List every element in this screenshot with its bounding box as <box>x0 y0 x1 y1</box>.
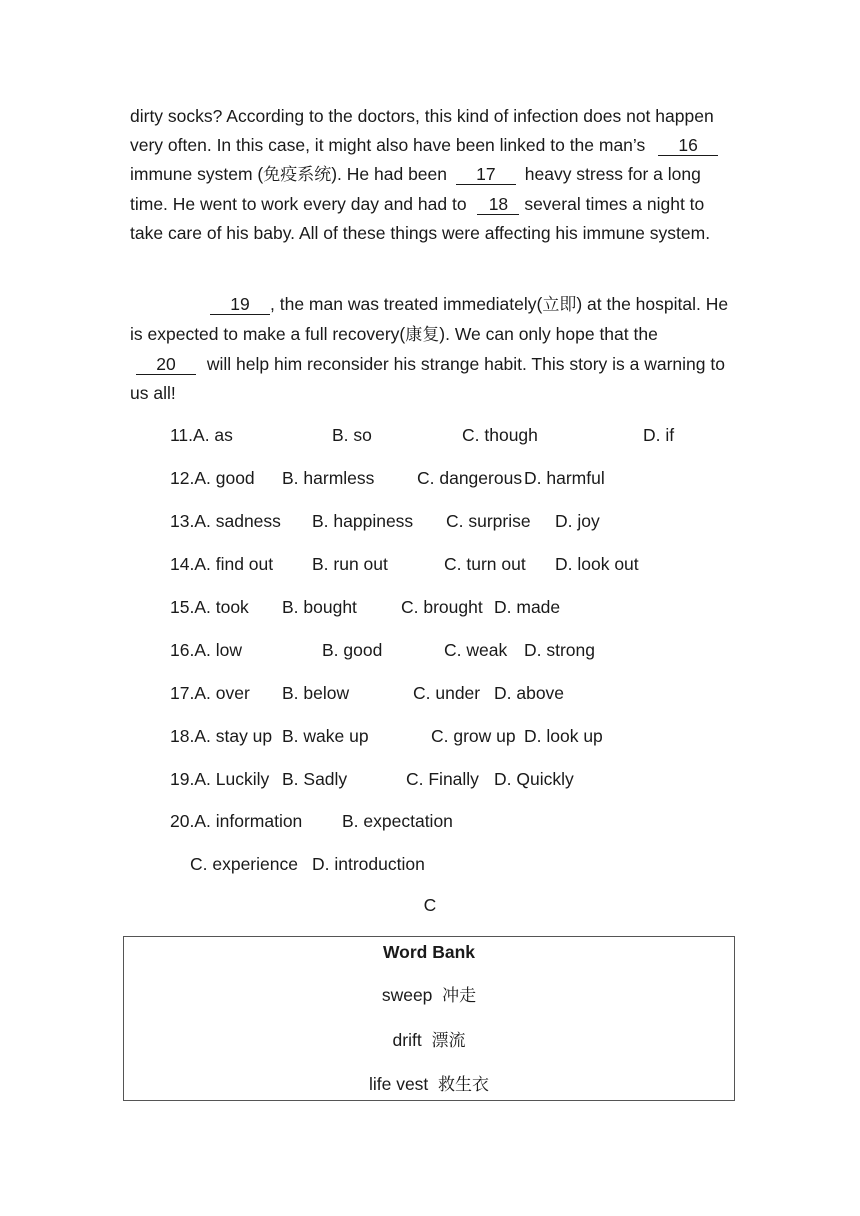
passage-text: heavy stress for a long time. He went to work every day and had to <box>130 164 701 214</box>
passage-text: ). We can only hope that the <box>439 324 658 344</box>
blank-19: 19 <box>210 294 270 315</box>
option-d: D. look out <box>555 554 639 574</box>
option-b: B. expectation <box>342 811 453 831</box>
chinese-gloss: 康复 <box>405 325 440 345</box>
blank-18: 18 <box>477 194 519 215</box>
option-d: D. joy <box>555 511 600 531</box>
option-a: 19.A. Luckily <box>170 769 270 789</box>
option-c: C. brought <box>401 597 483 617</box>
option-b: B. Sadly <box>282 769 348 789</box>
blank-17: 17 <box>456 164 516 185</box>
option-d: D. introduction <box>312 854 425 874</box>
option-d: D. made <box>494 597 561 617</box>
option-c: C. dangerous <box>417 468 523 488</box>
option-c: C. surprise <box>446 511 531 531</box>
passage-text: immune system ( <box>130 164 264 184</box>
option-d: D. strong <box>524 640 595 660</box>
option-b: B. so <box>332 425 372 445</box>
option-d: D. Quickly <box>494 769 574 789</box>
option-c: C. grow up <box>431 726 516 746</box>
option-d: D. harmful <box>524 468 605 488</box>
option-b: B. wake up <box>282 726 369 746</box>
option-a: 15.A. took <box>170 597 249 617</box>
passage-text: ) at the hospital. He is expected to make a full recovery( <box>130 294 729 344</box>
word-en: drift <box>392 1030 422 1050</box>
option-a: 17.A. over <box>170 683 250 703</box>
word-bank-box <box>123 936 735 1101</box>
option-b: B. happiness <box>312 511 414 531</box>
word-cn: 冲走 <box>442 986 477 1006</box>
option-c: C. under <box>413 683 481 703</box>
passage-text: dirty socks? According to the doctors, this kind of infection does not happen very often. In this case, it might also have been linked to the man’s <box>130 106 714 155</box>
option-b: B. bought <box>282 597 357 617</box>
option-b: B. below <box>282 683 350 703</box>
option-a: 20.A. information <box>170 811 303 831</box>
option-c: C. though <box>462 425 538 445</box>
option-c: C. weak <box>444 640 508 660</box>
chinese-gloss: 免疫系统 <box>263 165 332 185</box>
option-d: D. if <box>643 425 675 445</box>
option-a: 11.A. as <box>170 425 233 445</box>
passage-text: will help him reconsider his strange habit. This story is a warning to us all! <box>130 354 725 403</box>
section-label: C <box>423 895 437 915</box>
option-b: B. run out <box>312 554 388 574</box>
option-c: C. Finally <box>406 769 479 789</box>
word-bank-title: Word Bank <box>382 942 476 962</box>
option-b: B. harmless <box>282 468 375 488</box>
passage-paragraph-1 <box>130 102 730 248</box>
passage-text: , the man was treated immediately( <box>270 294 543 314</box>
word-bank-item <box>124 1073 734 1096</box>
option-b: B. good <box>322 640 383 660</box>
option-d: D. above <box>494 683 565 703</box>
blank-20: 20 <box>136 354 196 375</box>
word-cn: 漂流 <box>431 1031 466 1051</box>
word-en: life vest <box>368 1074 429 1094</box>
option-d: D. look up <box>524 726 603 746</box>
word-cn: 救生衣 <box>438 1075 490 1095</box>
passage-text: ). He had been <box>331 164 447 184</box>
blank-16: 16 <box>658 135 718 156</box>
option-a: 16.A. low <box>170 640 242 660</box>
word-en: sweep <box>381 985 433 1005</box>
word-bank-item <box>124 1029 734 1052</box>
passage-text: several times a night to take care of his baby. All of these things were affecting his immune system. <box>130 194 711 243</box>
option-a: 18.A. stay up <box>170 726 273 746</box>
option-a: 13.A. sadness <box>170 511 281 531</box>
option-a: 12.A. good <box>170 468 255 488</box>
option-c: C. experience <box>190 854 298 874</box>
option-a: 14.A. find out <box>170 554 274 574</box>
passage-paragraph-2 <box>130 290 730 408</box>
chinese-gloss: 立即 <box>542 295 577 315</box>
option-c: C. turn out <box>444 554 526 574</box>
word-bank-item <box>124 984 734 1007</box>
